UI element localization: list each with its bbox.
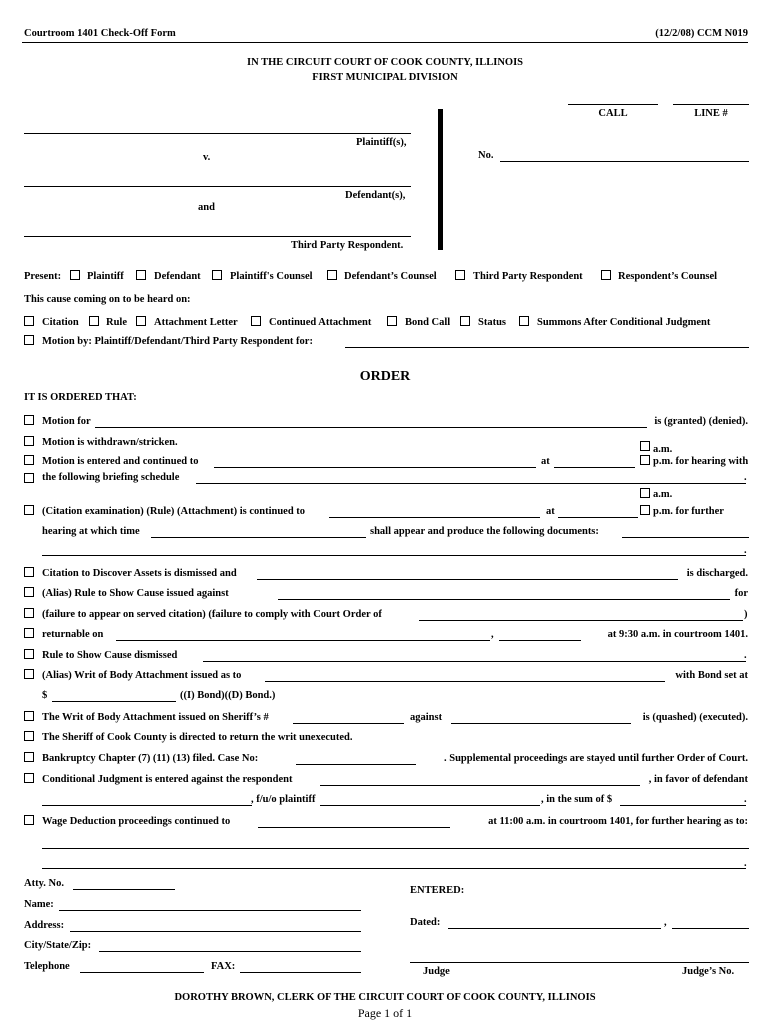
plaintiffs-counsel-option: Plaintiff's Counsel [230,271,313,282]
am-label-2: a.m. [653,489,673,500]
courtroom-930-label: at 9:30 a.m. in courtroom 1401. [607,629,748,640]
supplemental-label: . Supplemental proceedings are stayed until further Order of Court. [443,753,748,764]
continued-label: Motion is entered and continued to [42,456,199,467]
conditional-label: Conditional Judgment is entered against the respondent [42,774,293,785]
wage-checkbox[interactable] [24,815,34,825]
against-label: against [410,712,443,723]
motion-for-label: Motion for [42,416,91,427]
third-party-respondent-option: Third Party Respondent [473,271,583,282]
continued-attachment-option: Continued Attachment [269,317,372,328]
party-field[interactable] [151,537,366,538]
returnable-year-field[interactable] [499,640,581,641]
judge-number-label: Judge’s No. [682,966,735,977]
continued-time-field[interactable] [554,467,635,468]
line-number-field[interactable] [673,104,749,105]
sheriff-return-checkbox[interactable] [24,731,34,741]
bond-call-checkbox[interactable] [387,316,397,326]
citation-date-field[interactable] [329,517,540,518]
for-label: for [734,588,748,599]
defendant-field[interactable] [24,186,411,187]
bond-type-label: ((I) Bond)((D) Bond.) [180,690,276,701]
granted-denied-label: is (granted) (denied). [654,416,748,427]
court-title: IN THE CIRCUIT COURT OF COOK COUNTY, ILLINOIS [247,57,523,68]
city-label: City/State/Zip: [24,940,92,951]
bankruptcy-checkbox[interactable] [24,752,34,762]
defendant-option: Defendant [154,271,201,282]
returnable-checkbox[interactable] [24,628,34,638]
wage-hearing-field-1[interactable] [42,848,749,849]
failure-label: (failure to appear on served citation) (failure to comply with Court Order of [42,609,382,620]
wage-date-field[interactable] [258,827,450,828]
dated-year-field[interactable] [672,928,749,929]
citation-continued-label: (Citation examination) (Rule) (Attachment) is continued to [42,506,306,517]
cda-dismissed-label: Citation to Discover Assets is dismissed and [42,568,237,579]
quashed-label: is (quashed) (executed). [642,712,748,723]
writ-sheriff-checkbox[interactable] [24,711,34,721]
failure-close-paren: ) [744,609,748,620]
line-number-label: LINE # [694,108,728,119]
respondents-counsel-option: Respondent’s Counsel [618,271,718,282]
am-checkbox-2[interactable] [640,488,650,498]
atty-field[interactable] [73,889,175,890]
telephone-field[interactable] [80,972,204,973]
am-checkbox-1[interactable] [640,441,650,451]
form-code: (12/2/08) CCM N019 [655,28,748,39]
case-number-field[interactable] [500,161,749,162]
bankruptcy-case-field[interactable] [296,764,416,765]
alias-writ-label: (Alias) Writ of Body Attachment issued as to [42,670,242,681]
defendants-counsel-option: Defendant’s Counsel [344,271,437,282]
returnable-date-field[interactable] [116,640,490,641]
withdrawn-checkbox[interactable] [24,436,34,446]
courtroom-1100-label: at 11:00 a.m. in courtroom 1401, for further hearing as to: [488,816,748,827]
alias-writ-checkbox[interactable] [24,669,34,679]
plaintiffs-counsel-checkbox[interactable] [212,270,222,280]
rule-dismissed-period: . [744,650,747,661]
rule-dismissed-field[interactable] [203,661,746,662]
sheriff-number-field[interactable] [293,723,404,724]
bond-call-option: Bond Call [405,317,451,328]
withdrawn-label: Motion is withdrawn/stricken. [42,437,178,448]
cda-dismissed-checkbox[interactable] [24,567,34,577]
continued-attachment-checkbox[interactable] [251,316,261,326]
alias-writ-field[interactable] [265,681,665,682]
defendants-label: Defendant(s), [345,190,406,201]
alias-rule-label: (Alias) Rule to Show Cause issued against [42,588,229,599]
motion-by-checkbox[interactable] [24,335,34,345]
header-rule [22,42,748,43]
cda-party-field[interactable] [257,579,678,580]
address-field[interactable] [70,931,361,932]
summons-option: Summons After Conditional Judgment [537,317,711,328]
rule-dismissed-label: Rule to Show Cause dismissed [42,650,178,661]
name-label: Name: [24,899,54,910]
defendant-checkbox[interactable] [136,270,146,280]
pm-checkbox-2[interactable] [640,505,650,515]
conditional-checkbox[interactable] [24,773,34,783]
briefing-field[interactable] [196,483,746,484]
citation-continued-checkbox[interactable] [24,505,34,515]
attachment-letter-option: Attachment Letter [154,317,238,328]
citation-time-field[interactable] [558,517,638,518]
versus-label: v. [203,152,211,163]
third-party-field[interactable] [24,236,411,237]
caption-divider [438,109,443,250]
atty-label: Atty. No. [24,878,64,889]
page-number: Page 1 of 1 [357,1006,413,1020]
briefing-period: . [744,472,747,483]
judge-label: Judge [423,966,450,977]
third-party-respondent-checkbox[interactable] [455,270,465,280]
citation-at-label: at [546,506,555,517]
shall-appear-label: shall appear and produce the following documents: [370,526,599,537]
status-checkbox[interactable] [460,316,470,326]
continued-checkbox[interactable] [24,455,34,465]
division-title: FIRST MUNICIPAL DIVISION [312,72,458,83]
favor-label: , in favor of defendant [648,774,748,785]
citation-checkbox[interactable] [24,316,34,326]
continued-at-label: at [541,456,550,467]
motion-by-field[interactable] [345,347,749,348]
defendant-favor-field[interactable] [42,805,252,806]
pm-hearing-label: p.m. for hearing with [653,456,749,467]
plaintiff-field[interactable] [24,133,411,134]
documents-period: . [744,545,747,556]
rule-dismissed-checkbox[interactable] [24,649,34,659]
bond-amount-field[interactable] [52,701,176,702]
plaintiff-option: Plaintiff [87,271,124,282]
name-field[interactable] [59,910,361,911]
attachment-letter-checkbox[interactable] [136,316,146,326]
wage-hearing-field-2[interactable] [42,868,746,869]
writ-sheriff-label: The Writ of Body Attachment issued on Sheriff’s # [42,712,269,723]
documents-field-2[interactable] [42,555,746,556]
rule-option: Rule [106,317,127,328]
fax-label: FAX: [211,961,236,972]
dated-label: Dated: [410,917,441,928]
continued-date-field[interactable] [214,467,536,468]
plaintiff-checkbox[interactable] [70,270,80,280]
motion-for-field[interactable] [95,427,647,428]
call-label: CALL [598,108,628,119]
against-field[interactable] [451,723,631,724]
alias-rule-field[interactable] [278,599,730,600]
citation-option: Citation [42,317,79,328]
order-title: ORDER [359,369,411,384]
city-field[interactable] [99,951,361,952]
fax-field[interactable] [240,972,361,973]
call-field[interactable] [568,104,658,105]
failure-checkbox[interactable] [24,608,34,618]
documents-field-1[interactable] [622,537,749,538]
summons-checkbox[interactable] [519,316,529,326]
ordered-label: IT IS ORDERED THAT: [24,392,137,403]
motion-by-label: Motion by: Plaintiff/Defendant/Third Party Respondent for: [42,336,313,347]
court-order-date-field[interactable] [419,620,743,621]
fuo-plaintiff-field[interactable] [320,805,540,806]
case-number-label: No. [478,150,494,161]
status-option: Status [478,317,507,328]
pm-further-label: p.m. for further [653,506,724,517]
discharged-label: is discharged. [686,568,748,579]
sheriff-return-label: The Sheriff of Cook County is directed to return the writ unexecuted. [42,732,353,743]
present-label: Present: [24,271,62,282]
pm-checkbox-1[interactable] [640,455,650,465]
respondent-field[interactable] [320,785,640,786]
dated-comma: , [664,917,667,928]
hearing-time-label: hearing at which time [42,526,140,537]
am-label-1: a.m. [653,444,673,455]
clerk-line: DOROTHY BROWN, CLERK OF THE CIRCUIT COURT OF COOK COUNTY, ILLINOIS [174,992,596,1003]
form-name: Courtroom 1401 Check-Off Form [24,28,176,39]
alias-rule-checkbox[interactable] [24,587,34,597]
plaintiffs-label: Plaintiff(s), [356,137,407,148]
briefing-checkbox[interactable] [24,473,34,483]
bond-set-label: with Bond set at [675,670,748,681]
rule-checkbox[interactable] [89,316,99,326]
sum-field[interactable] [620,805,746,806]
motion-for-checkbox[interactable] [24,415,34,425]
telephone-label: Telephone [24,961,70,972]
wage-label: Wage Deduction proceedings continued to [42,816,231,827]
returnable-comma: , [491,629,494,640]
fuo-label: , f/u/o plaintiff [251,794,316,805]
and-label: and [198,202,215,213]
entered-label: ENTERED: [410,885,465,896]
third-party-label: Third Party Respondent. [291,240,404,251]
bankruptcy-label: Bankruptcy Chapter (7) (11) (13) filed. Case No: [42,753,259,764]
returnable-label: returnable on [42,629,104,640]
respondents-counsel-checkbox[interactable] [601,270,611,280]
dated-field[interactable] [448,928,661,929]
cause-label: This cause coming on to be heard on: [24,294,191,305]
defendants-counsel-checkbox[interactable] [327,270,337,280]
briefing-label: the following briefing schedule [42,472,180,483]
judge-signature-field[interactable] [410,962,749,963]
dollar-sign: $ [42,690,48,701]
sum-label: , in the sum of $ [541,794,613,805]
sum-period: . [744,794,747,805]
wage-period: . [744,858,747,869]
address-label: Address: [24,920,65,931]
